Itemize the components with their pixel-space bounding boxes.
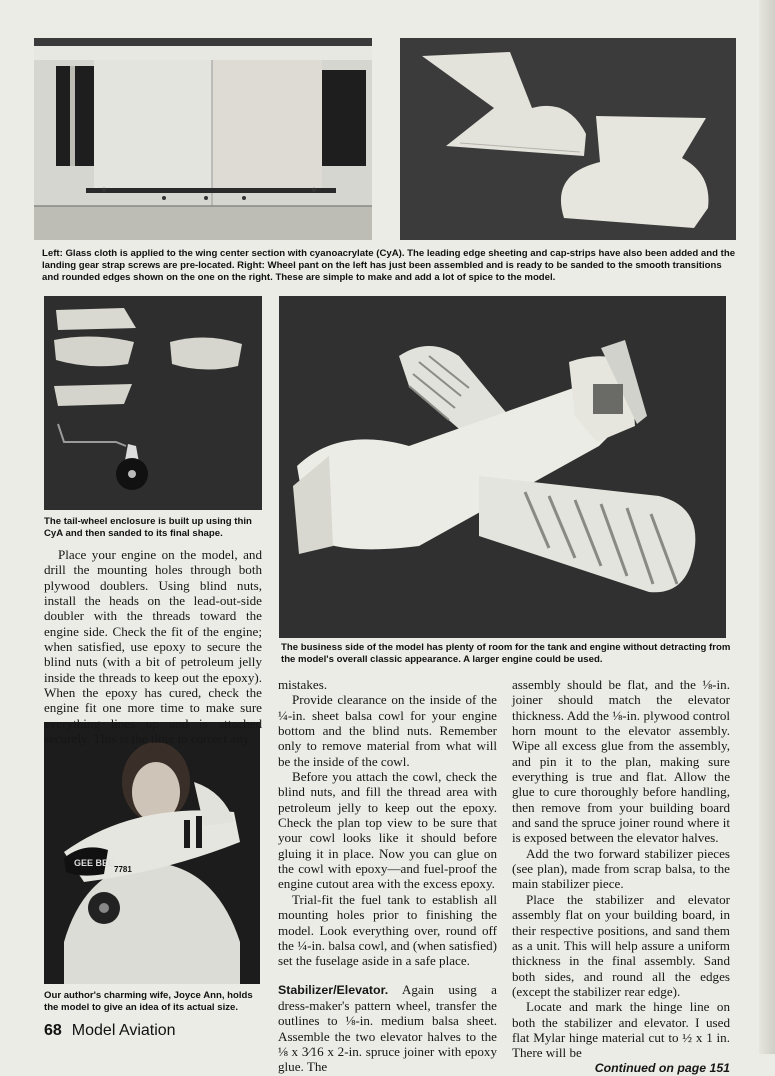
tail-wheel-photo <box>44 296 262 510</box>
model-photo <box>279 296 726 638</box>
col2-paragraph-3: Before you attach the cowl, check the blind nuts, and fill the thread area with petroleum jelly to keep out the epoxy. Check the plan top view to be sure that your cowl looks like it should before gluing it in place. Now you can glue on the cowl with epoxy—and fuel-proof the engine cutout area with the excess epoxy. <box>278 769 497 892</box>
col3-paragraph-2: Add the two forward stabilizer pieces (see plan), made from scrap balsa, to the main stabilizer piece. <box>512 845 730 892</box>
wife-photo <box>44 722 260 984</box>
page-number: 68 <box>44 1022 62 1039</box>
col2-paragraph-5: Again using a dress-maker's pattern wheel, transfer the outlines to ⅛-in. medium balsa sheet. Assemble the two elevator halves to the ⅛ x 3⁄16 x 2-in. spruce joiner with epoxy glue. The <box>278 981 497 1075</box>
model-number-text: 7781 <box>114 865 132 874</box>
tail-wheel-caption: The tail-wheel enclosure is built up using thin CyA and then sanded to its final shape. <box>44 516 252 539</box>
text-column-1 <box>44 547 262 746</box>
col3-paragraph-1: assembly should be flat, and the ⅛-in. joiner should match the elevator thickness. Add the ⅛-in. plywood control horn mount to the elevator assembly. Wipe all excess glue from the assembly, and pin it to the plan, making sure everything is true and flat. Allow the glue to cure thoroughly before handling, then remove from your building board and sand the spruce joiner round where it is exposed between the elevator halves. <box>512 677 730 846</box>
col3-paragraph-4: Locate and mark the hinge line on both the stabilizer and elevator. I used flat Mylar hinge material cut to ½ x 1 in. There will be <box>512 999 730 1061</box>
col2-paragraph-4: Trial-fit the fuel tank to establish all mounting holes prior to finishing the model. Look everything over, round off the ¼-in. balsa cowl, and (when satisfied) set the fuselage aside in a safe place. <box>278 891 497 969</box>
page-edge <box>759 0 775 1054</box>
top-photos-caption: Left: Glass cloth is applied to the wing center section with cyanoacrylate (CyA). The leading edge sheeting and cap-strips have also been added and the landing gear strap screws are pre-located. Right: Wheel pant on the left has just been assembled and is ready to be sanded to the smooth transitions and rounded edges shown on the one on the right. These are simple to make and add a lot of spice to the model. <box>42 248 736 283</box>
continued-note: Continued on page 151 <box>594 1060 730 1075</box>
col2-paragraph-2: Provide clearance on the inside of the ¼-in. sheet balsa cowl for your engine bottom and the blind nuts. Remember only to remove material from what will be the inside of the cowl. <box>278 692 497 769</box>
model-logo-text: GEE BEE <box>74 858 115 868</box>
wife-caption: Our author's charming wife, Joyce Ann, holds the model to give an idea of its actual size. <box>44 990 253 1013</box>
magazine-name: Model Aviation <box>71 1022 176 1039</box>
col3-paragraph-3: Place the stabilizer and elevator assembly flat on your building board, in their respective positions, and sand them as a unit. This will help assure a uniform thickness in the final assembly. Sand both sides, and round all the edges (except the stabilizer rear edge). <box>512 891 730 999</box>
col1-paragraph: Place your engine on the model, and drill the mounting holes through both plywood doublers. Using blind nuts, install the heads on the lead-out-side doubler with the threads toward the engine side. Check the fit of the engine; when satisfied, use epoxy to secure the blind nuts (with a bit of petroleum jelly inside the threads to keep out the epoxy). When the epoxy has cured, check the engine fit one more time to make sure everything lines up and is attached securely. This is the time to correct any <box>44 547 262 747</box>
text-column-3 <box>512 677 730 1076</box>
wheel-pants-photo <box>400 38 736 240</box>
model-caption: The business side of the model has plenty of room for the tank and engine without detracting from the model's overall classic appearance. A larger engine could be used. <box>281 642 731 665</box>
col2-paragraph-1: mistakes. <box>278 677 328 692</box>
text-column-2 <box>278 677 497 1075</box>
col2-section <box>278 982 497 1075</box>
wing-center-photo <box>34 38 372 240</box>
stabilizer-heading: Stabilizer/Elevator. <box>278 982 389 997</box>
page-footer <box>44 1022 176 1040</box>
